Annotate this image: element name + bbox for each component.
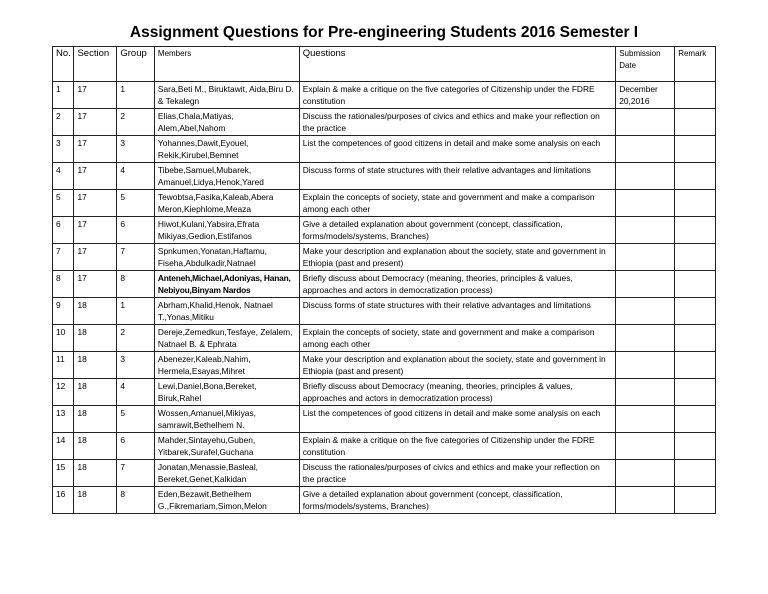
cell-question: Briefly discuss about Democracy (meaning, theories, principles & values, approaches and actors in democratization process) (299, 379, 615, 406)
table-row (53, 190, 716, 217)
cell-group: 2 (117, 109, 155, 136)
cell-section: 17 (74, 190, 117, 217)
table-row (53, 352, 716, 379)
cell-submission-date (616, 406, 675, 433)
cell-no: 8 (53, 271, 74, 298)
table-row (53, 109, 716, 136)
table-row (53, 433, 716, 460)
cell-section: 18 (74, 379, 117, 406)
cell-question: Discuss the rationales/purposes of civics and ethics and make your reflection on the practice (299, 460, 615, 487)
cell-submission-date (616, 271, 675, 298)
cell-members: Tewobtsa,Fasika,Kaleab,Abera Meron,Kiephlome,Meaza (154, 190, 299, 217)
cell-submission-date (616, 109, 675, 136)
table-row (53, 271, 716, 298)
cell-remark (675, 190, 716, 217)
cell-remark (675, 433, 716, 460)
cell-section: 17 (74, 82, 117, 109)
cell-submission-date (616, 136, 675, 163)
cell-submission-date: December 20,2016 (616, 82, 675, 109)
cell-group: 3 (117, 136, 155, 163)
cell-members: Hiwot,Kulani,Yabsira,Efrata Mikiyas,Gedion,Estifanos (154, 217, 299, 244)
cell-remark (675, 217, 716, 244)
cell-remark (675, 82, 716, 109)
header-group: Group (117, 47, 155, 82)
cell-question: Discuss the rationales/purposes of civics and ethics and make your reflection on the practice (299, 109, 615, 136)
header-no: No. (53, 47, 74, 82)
table-row (53, 460, 716, 487)
header-section: Section (74, 47, 117, 82)
cell-no: 16 (53, 487, 74, 514)
cell-question: Make your description and explanation about the society, state and government in Ethiopia (past and present) (299, 244, 615, 271)
cell-no: 9 (53, 298, 74, 325)
cell-group: 1 (117, 82, 155, 109)
cell-no: 10 (53, 325, 74, 352)
cell-remark (675, 406, 716, 433)
table-row (53, 487, 716, 514)
cell-question: Give a detailed explanation about government (concept, classification, forms/models/systems, Branches) (299, 217, 615, 244)
cell-members: Yohannes,Dawit,Eyouel, Rekik,Kirubel,Bemnet (154, 136, 299, 163)
cell-remark (675, 271, 716, 298)
cell-group: 5 (117, 190, 155, 217)
cell-members: Anteneh,Michael,Adoniyas, Hanan, Nebiyou,Binyam Nardos (154, 271, 299, 298)
cell-group: 3 (117, 352, 155, 379)
cell-question: List the competences of good citizens in detail and make some analysis on each (299, 406, 615, 433)
cell-submission-date (616, 190, 675, 217)
page-title: Assignment Questions for Pre-engineering Students 2016 Semester I (129, 24, 639, 41)
cell-members: Sara,Beti M., Biruktawit, Aida,Biru D. & Tekalegn (154, 82, 299, 109)
cell-members: Eden,Bezawit,Bethelhem G.,Fikremariam,Simon,Melon (154, 487, 299, 514)
cell-no: 7 (53, 244, 74, 271)
cell-members: Mahder,Sintayehu,Guben, Yitbarek,Surafel,Guchana (154, 433, 299, 460)
header-remark: Remark (675, 47, 716, 82)
table-body (53, 82, 716, 514)
cell-remark (675, 352, 716, 379)
cell-members: Jonatan,Menassie,Basleal, Bereket,Genet,Kalkidan (154, 460, 299, 487)
cell-section: 18 (74, 298, 117, 325)
cell-section: 18 (74, 460, 117, 487)
cell-submission-date (616, 379, 675, 406)
cell-group: 6 (117, 217, 155, 244)
cell-question: Explain the concepts of society, state and government and make a comparison among each other (299, 190, 615, 217)
cell-section: 18 (74, 352, 117, 379)
cell-submission-date (616, 244, 675, 271)
cell-section: 17 (74, 109, 117, 136)
cell-section: 18 (74, 406, 117, 433)
cell-section: 17 (74, 271, 117, 298)
cell-no: 5 (53, 190, 74, 217)
cell-members: Wossen,Amanuel,Mikiyas, samrawit,Bethelhem N. (154, 406, 299, 433)
cell-no: 3 (53, 136, 74, 163)
cell-no: 2 (53, 109, 74, 136)
cell-submission-date (616, 433, 675, 460)
cell-no: 6 (53, 217, 74, 244)
cell-no: 1 (53, 82, 74, 109)
cell-section: 17 (74, 217, 117, 244)
table-row (53, 325, 716, 352)
cell-no: 4 (53, 163, 74, 190)
table-row (53, 217, 716, 244)
cell-no: 12 (53, 379, 74, 406)
cell-remark (675, 136, 716, 163)
cell-section: 17 (74, 244, 117, 271)
cell-question: Explain & make a critique on the five categories of Citizenship under the FDRE constitution (299, 433, 615, 460)
cell-submission-date (616, 298, 675, 325)
cell-question: Briefly discuss about Democracy (meaning, theories, principles & values, approaches and actors in democratization process) (299, 271, 615, 298)
cell-remark (675, 325, 716, 352)
table-header-row (53, 47, 716, 82)
table-row (53, 379, 716, 406)
cell-no: 14 (53, 433, 74, 460)
cell-submission-date (616, 163, 675, 190)
cell-submission-date (616, 352, 675, 379)
cell-question: List the competences of good citizens in detail and make some analysis on each (299, 136, 615, 163)
table-row (53, 406, 716, 433)
cell-question: Discuss forms of state structures with their relative advantages and limitations (299, 163, 615, 190)
cell-group: 8 (117, 487, 155, 514)
table-row (53, 298, 716, 325)
cell-section: 17 (74, 163, 117, 190)
cell-submission-date (616, 217, 675, 244)
cell-group: 1 (117, 298, 155, 325)
cell-members: Spnkumen,Yonatan,Haftamu, Fiseha,Abdulkadir,Natnael (154, 244, 299, 271)
cell-group: 7 (117, 244, 155, 271)
cell-members: Tibebe,Samuel,Mubarek, Amanuel,Lidya,Henok,Yared (154, 163, 299, 190)
header-submission-date: Submission Date (616, 47, 675, 82)
cell-remark (675, 109, 716, 136)
header-questions: Questions (299, 47, 615, 82)
cell-submission-date (616, 460, 675, 487)
cell-group: 8 (117, 271, 155, 298)
cell-submission-date (616, 487, 675, 514)
table-row (53, 136, 716, 163)
cell-section: 18 (74, 487, 117, 514)
table-row (53, 244, 716, 271)
cell-section: 18 (74, 325, 117, 352)
cell-submission-date (616, 325, 675, 352)
cell-members: Abrham,Khalid,Henok, Natnael T.,Yonas,Mitiku (154, 298, 299, 325)
cell-remark (675, 298, 716, 325)
cell-question: Make your description and explanation about the society, state and government in Ethiopia (past and present) (299, 352, 615, 379)
cell-remark (675, 487, 716, 514)
cell-section: 18 (74, 433, 117, 460)
header-members: Members (154, 47, 299, 82)
cell-remark (675, 163, 716, 190)
cell-group: 4 (117, 379, 155, 406)
cell-question: Give a detailed explanation about government (concept, classification, forms/models/systems, Branches) (299, 487, 615, 514)
cell-remark (675, 460, 716, 487)
cell-remark (675, 379, 716, 406)
cell-group: 7 (117, 460, 155, 487)
cell-no: 13 (53, 406, 74, 433)
assignment-table (52, 46, 716, 514)
cell-question: Discuss forms of state structures with their relative advantages and limitations (299, 298, 615, 325)
cell-members: Abenezer,Kaleab,Nahim, Hermela,Esayas,Mihret (154, 352, 299, 379)
cell-question: Explain & make a critique on the five categories of Citizenship under the FDRE constitution (299, 82, 615, 109)
cell-group: 6 (117, 433, 155, 460)
table-row (53, 163, 716, 190)
cell-group: 5 (117, 406, 155, 433)
cell-members: Lewi,Daniel,Bona,Bereket, Biruk,Rahel (154, 379, 299, 406)
cell-section: 17 (74, 136, 117, 163)
cell-no: 11 (53, 352, 74, 379)
cell-members: Elias,Chala,Matiyas, Alem,Abel,Nahom (154, 109, 299, 136)
cell-group: 4 (117, 163, 155, 190)
cell-remark (675, 244, 716, 271)
table-row (53, 82, 716, 109)
cell-group: 2 (117, 325, 155, 352)
cell-no: 15 (53, 460, 74, 487)
cell-question: Explain the concepts of society, state and government and make a comparison among each other (299, 325, 615, 352)
cell-members: Dereje,Zemedkun,Tesfaye, Zelalem, Natnael B. & Ephrata (154, 325, 299, 352)
